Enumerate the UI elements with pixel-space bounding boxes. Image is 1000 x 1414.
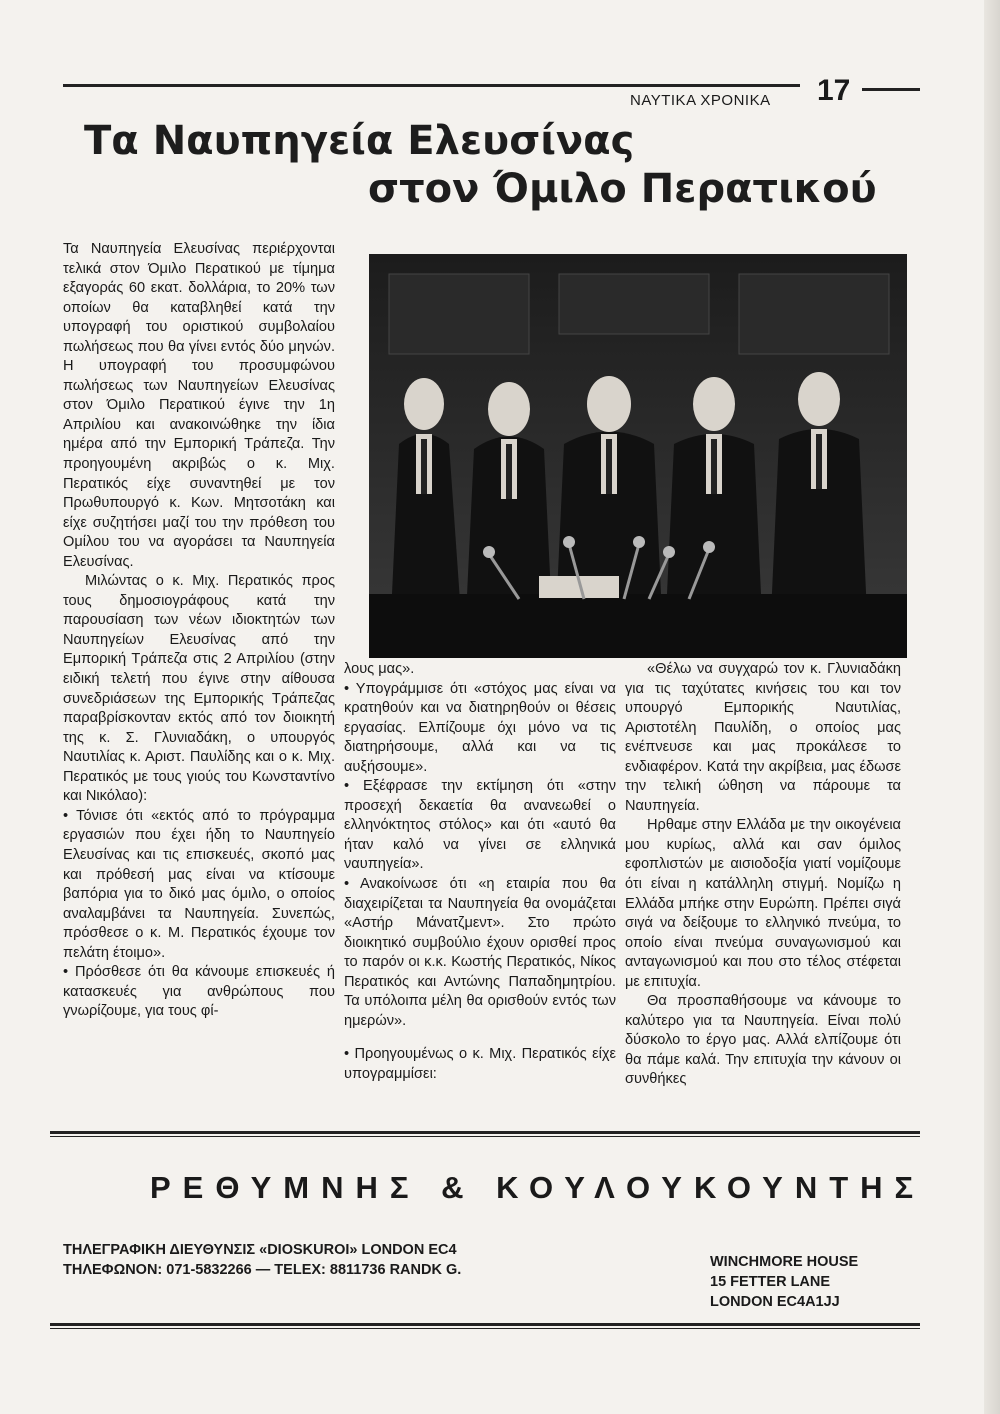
advert-company-name: ΡΕΘΥΜΝΗΣ & ΚΟΥΛΟΥΚΟΥΝΤΗΣ	[150, 1170, 926, 1205]
headline-line-2: στον Όμιλο Περατικού	[368, 166, 877, 212]
paragraph: λους μας».	[344, 661, 415, 677]
bullet-paragraph: • Εξέφρασε την εκτίμηση ότι «στην προσεχή δεκαετία θα ανανεωθεί ο ελληνόκτητος στόλος» και ότι «αυτό θα ήταν καλό να γίνει σε ελληνικά ναυπηγεία».	[344, 778, 616, 873]
photo-illustration	[369, 254, 907, 658]
advert-bottom-rule-thin	[50, 1328, 920, 1329]
header-rule	[63, 84, 800, 87]
headline-line-1: Τα Ναυπηγεία Ελευσίνας	[84, 118, 635, 164]
bullet-paragraph: • Υπογράμμισε ότι «στόχος μας είναι να κρατηθούν και να διατηρηθούν οι θέσεις εργασίας. Ελπίζουμε όχι μόνο να τις διατηρήσουμε, αλλά και να τις αυξήσουμε».	[344, 680, 616, 775]
paragraph: Μιλώντας ο κ. Μιχ. Περατικός προς τους δημοσιογράφους κατά την παρουσίαση των νέων ιδιοκτητών των Ναυπηγείων Ελευσίνας από την Εμπορική Τράπεζα στις 2 Απριλίου (στην ειδική τελετή που έγινε στην αίθουσα συνεδριάσεων της Εμπορικής Τράπεζας παραβρίσκονταν εκτός από τον διοικητή της κ. Σ. Γλυνιαδάκη, ο υπουργός Ναυτιλίας κ. Αριστ. Παυλίδης και ο κ. Μιχ. Περατικός με τους γιούς του Κωνσταντίνο και Νικόλαο):	[63, 573, 335, 805]
page-edge	[984, 0, 1000, 1414]
page-number: 17	[817, 74, 851, 107]
bullet-paragraph: • Ανακοίνωσε ότι «η εταιρία που θα διαχειρίζεται τα Ναυπηγεία θα ονομάζεται «Αστήρ Μάνατζμεντ». Στο πρώτο διοικητικό συμβούλιο έχουν ορισθεί προς το παρόν οι κ.κ. Κωστής Περατικός, Νίκος Περατικός και Αντώνης Παπαδημητρίου. Τα υπόλοιπα μέλη θα ορισθούν εντός των ημερών».	[344, 876, 616, 1029]
advert-bottom-rule	[50, 1323, 920, 1326]
bullet-paragraph: • Πρόσθεσε ότι θα κάνουμε επισκευές ή κατασκευές για ανθρώπους που γνωρίζουμε, για τους φί-	[63, 964, 335, 1020]
article-column-1	[63, 240, 335, 1022]
paragraph: Τα Ναυπηγεία Ελευσίνας περιέρχονται τελικά στον Όμιλο Περατικού με τίμημα εξαγοράς 60 εκατ. δολλάρια, το 20% των οποίων θα καταβληθεί κατά την υπογραφή του οριστικού συμβολαίου πωλήσεως που θα γίνει εντός δύο μηνών. Η υπογραφή του προσυμφώνου πωλήσεως των Ναυπηγείων Ελευσίνας στον Όμιλο Περατικού έγινε την 1η Απριλίου και ανακοινώθηκε την ίδια ημέρα από την Εμπορική Τράπεζα. Την προηγουμένη ακριβώς ο κ. Μιχ. Περατικός είχε συναντηθεί με τον Πρωθυπουργό κ. Κων. Μητσοτάκη και είχε συζητήσει μαζί του την πρόθεση του Ομίλου του να αγοράσει τα Ναυπηγεία Ελευσίνας.	[63, 241, 335, 570]
advert-top-rule-thin	[50, 1136, 920, 1137]
bullet-paragraph: • Προηγουμένως ο κ. Μιχ. Περατικός είχε υπογραμμίσει:	[344, 1046, 616, 1082]
article-column-3	[625, 660, 901, 1090]
advert-top-rule	[50, 1131, 920, 1134]
advert-address-line: WINCHMORE HOUSE	[710, 1254, 859, 1270]
advert-address-line: 15 FETTER LANE	[710, 1274, 831, 1290]
press-conference-photo	[369, 254, 907, 658]
advert-phone-line: ΤΗΛΕΦΩΝΟΝ: 071-5832266 — TELEX: 8811736 RANDK G.	[63, 1262, 462, 1278]
paragraph: Ηρθαμε στην Ελλάδα με την οικογένεια μου κυρίως, αλλά και σαν όμιλος εφοπλιστών με αισιοδοξία γιατί νομίζουμε ότι είναι η κατάλληλη στιγμή. Νομίζω η Ελλάδα μπήκε στην Ευρώπη. Πρέπει σιγά σιγά να δείξουμε το ελληνικό πνεύμα, το οποίο είναι πνεύμα συναγωνισμού και ανταγωνισμού και που στο τέλος στέφεται με επιτυχία.	[625, 817, 901, 990]
advert-address-line: LONDON EC4A1JJ	[710, 1294, 840, 1310]
bullet-paragraph: • Τόνισε ότι «εκτός από το πρόγραμμα εργασιών που έχει ήδη το Ναυπηγείο Ελευσίνας και τις επισκευές, σκοπό μας και πρόθεσή μας είναι να κτίσουμε βαπόρια για το δικό μας όμιλο, ο οποίος αναλαμβάνει τα Ναυπηγεία. Συνεπώς, πρόσθεσε ο κ. Μ. Περατικός έχουμε τον πελάτη έτοιμο».	[63, 807, 335, 961]
paragraph: Θα προσπαθήσουμε να κάνουμε το καλύτερο για τα Ναυπηγεία. Είναι πολύ δύσκολο το έργο μας. Αλλά ελπίζουμε ότι θα πάμε καλά. Την επιτυχία την κάνουν οι συνθήκες	[625, 993, 901, 1088]
article-column-2	[344, 660, 616, 1084]
paragraph: «Θέλω να συγχαρώ τον κ. Γλυνιαδάκη για τις ταχύτατες κινήσεις του και τον υπουργό Εμπορικής Ναυτιλίας, Αριστοτέλη Παυλίδη, ο οποίος μας ενέπνευσε και μας προκάλεσε το ενδιαφέρον. Κατά την ακρίβεια, μας έδωσε την τελική ώθηση να πάρουμε τα Ναυπηγεία.	[625, 661, 901, 814]
publication-title: ΝΑΥΤΙΚΑ ΧΡΟΝΙΚΑ	[630, 92, 771, 109]
header-rule-right	[862, 88, 920, 91]
advert-telegraph-line: ΤΗΛΕΓΡΑΦΙΚΗ ΔΙΕΥΘΥΝΣΙΣ «DIOSKUROI» LONDON EC4	[63, 1242, 457, 1258]
